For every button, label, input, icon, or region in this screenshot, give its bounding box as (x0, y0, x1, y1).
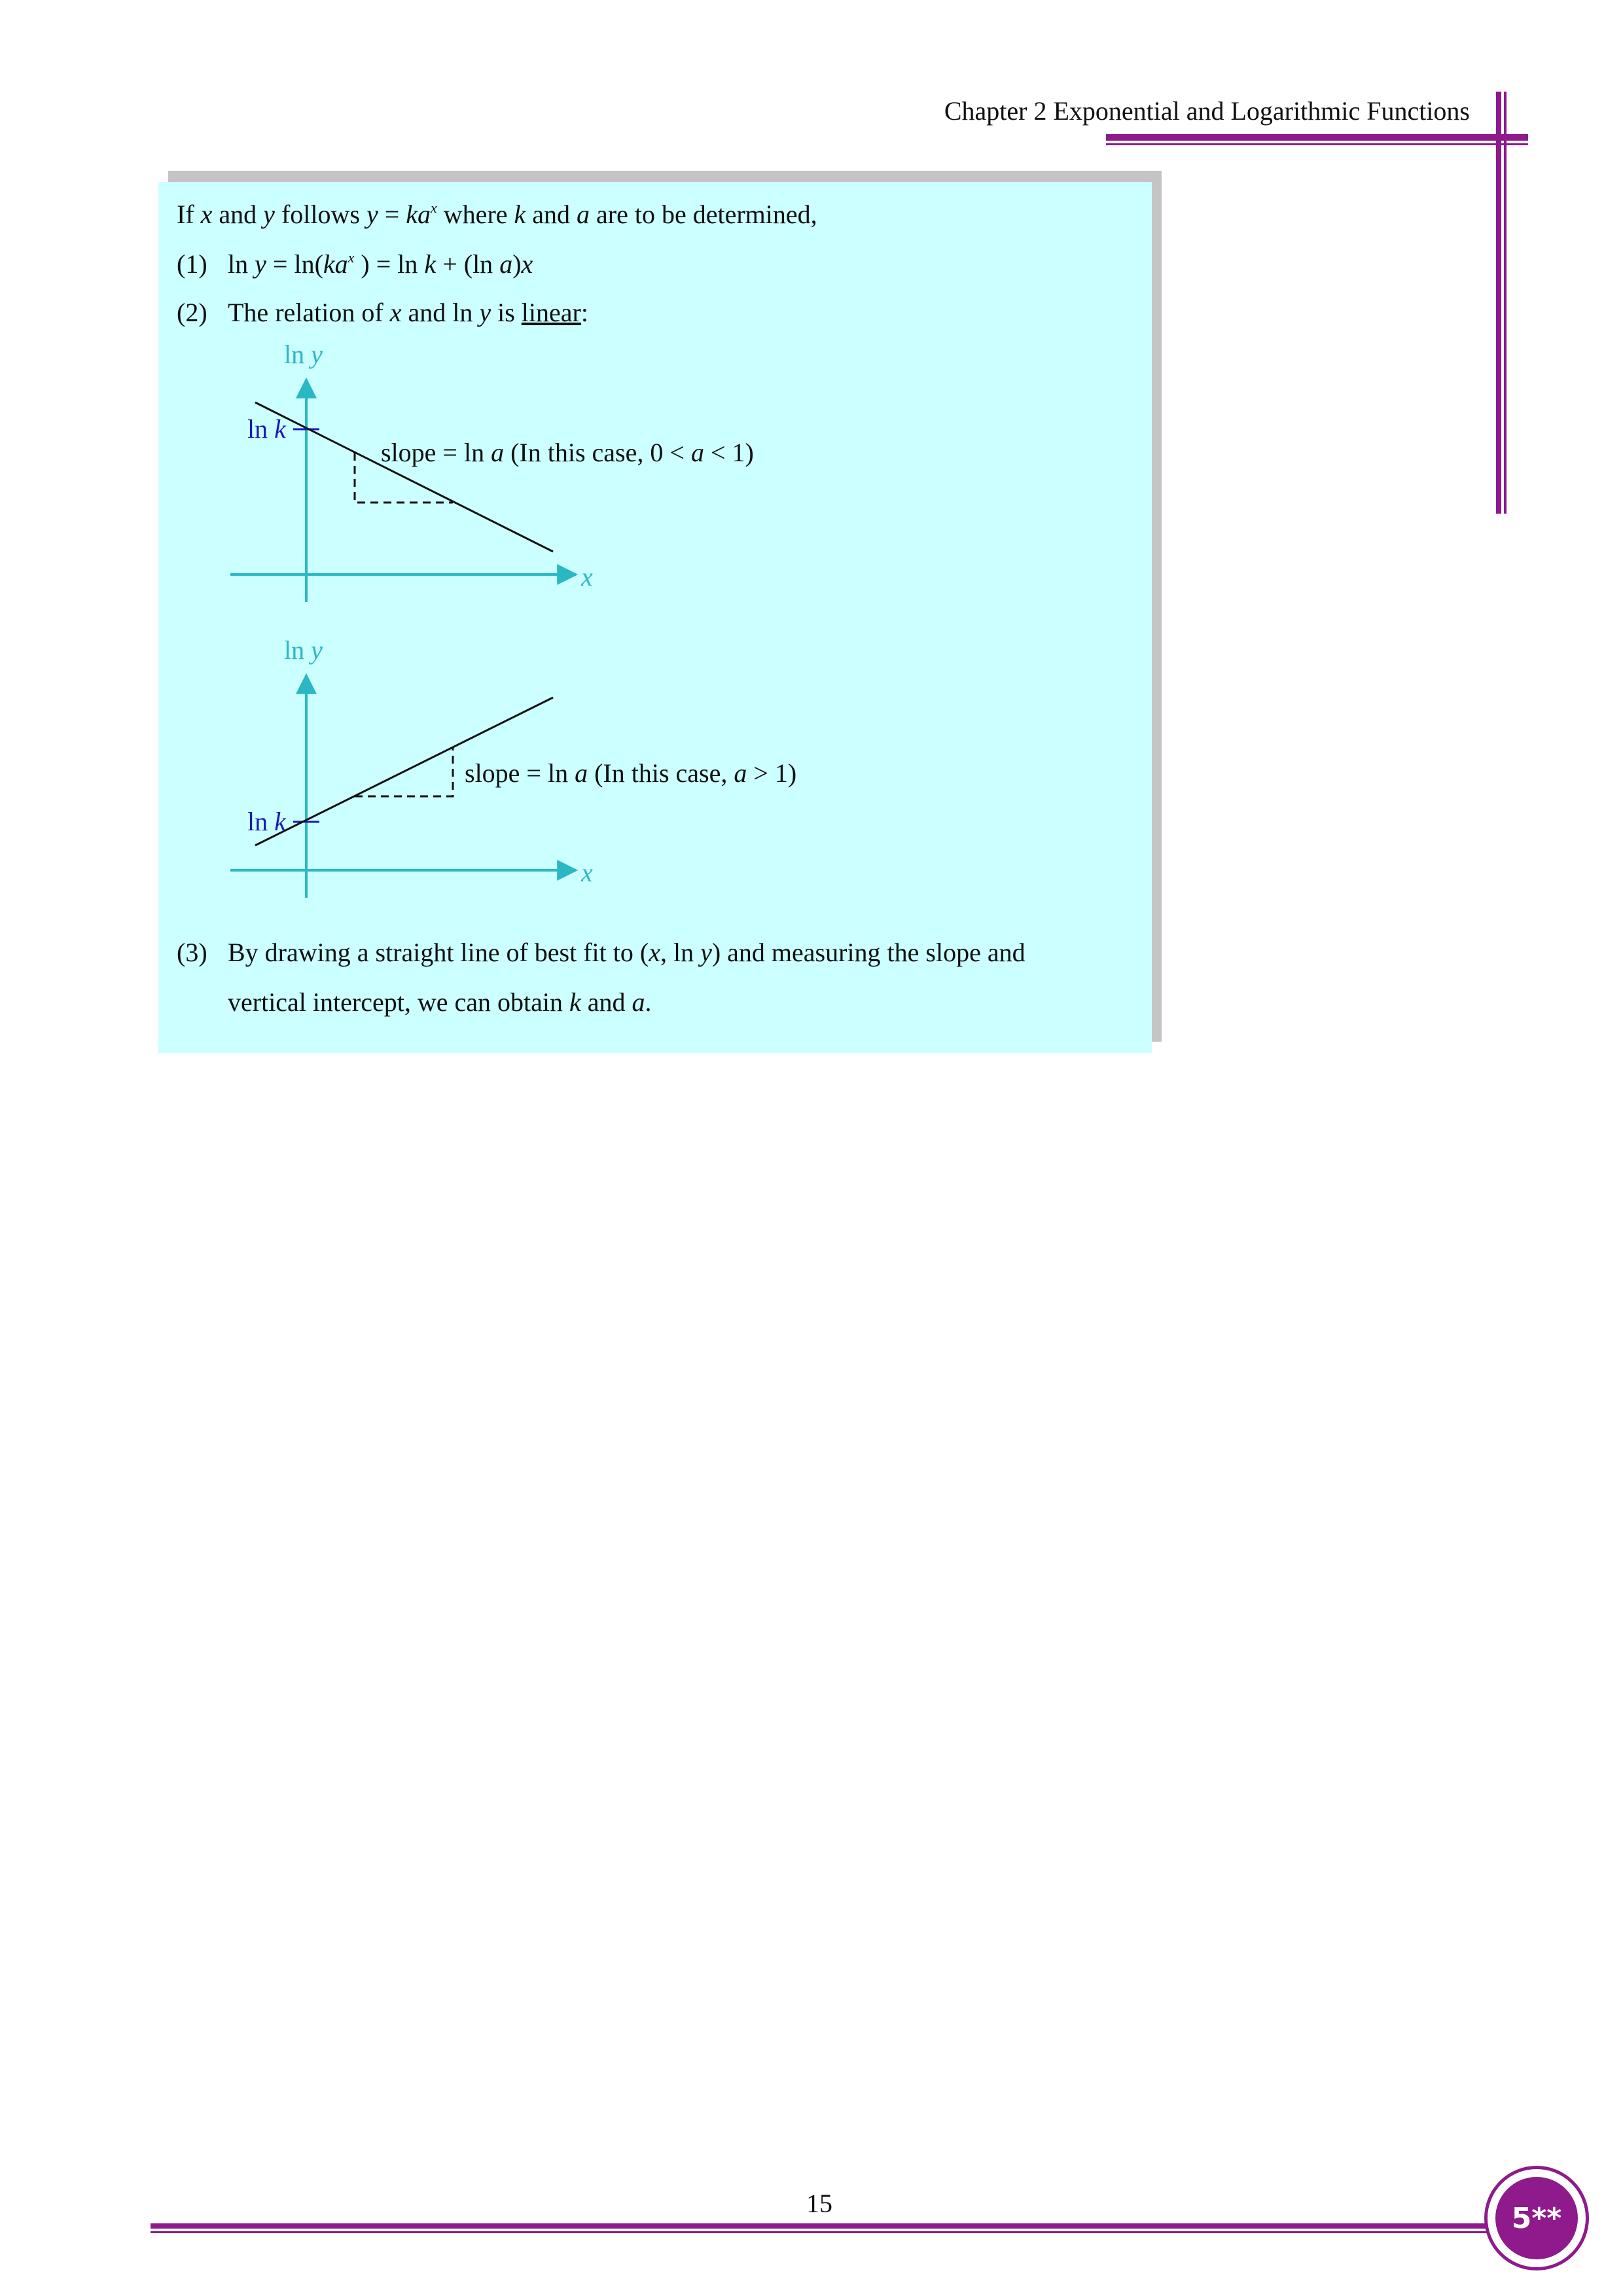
var-k: k (569, 987, 581, 1017)
text: : (580, 298, 588, 327)
var-x: x (581, 858, 593, 887)
var-y: y (263, 200, 275, 229)
text: = ln( (266, 249, 323, 279)
exponent-x: x (431, 200, 437, 216)
item-3 (177, 937, 1026, 968)
text: = (378, 200, 406, 229)
var-a: a (690, 438, 704, 467)
item-number: (1) (177, 249, 207, 279)
text: ln (284, 635, 312, 665)
var-y: y (366, 200, 378, 229)
text: ) (512, 249, 522, 279)
footer-rule (151, 2223, 1489, 2229)
graph1-intercept-label (247, 414, 286, 444)
graph2-x-axis-label (581, 857, 593, 888)
text: follows (274, 200, 366, 229)
text: are to be determined, (590, 200, 817, 229)
text: and (580, 987, 632, 1017)
text: is (491, 298, 522, 327)
text: and (212, 200, 264, 229)
text: vertical intercept, we can obtain (228, 987, 569, 1017)
text: where (437, 200, 514, 229)
var-x: x (521, 249, 533, 279)
text: and ln (401, 298, 480, 327)
var-ka: ka (406, 200, 431, 229)
var-y: y (311, 635, 323, 665)
var-a: a (632, 987, 645, 1017)
text: By drawing a straight line of best fit to ( (228, 938, 649, 967)
text: < 1) (704, 438, 754, 467)
var-a: a (575, 758, 588, 788)
text: ) and measuring the slope and (711, 938, 1026, 967)
item-number: (2) (177, 298, 207, 327)
text: slope = ln (465, 758, 575, 788)
exponent-x: x (348, 249, 355, 266)
var-ka: ka (323, 249, 348, 279)
item-number: (3) (177, 938, 207, 967)
graph2-y-axis-label (284, 635, 323, 665)
var-y: y (700, 938, 712, 967)
text: (In this case, 0 < (504, 438, 691, 467)
graph2-slope-label (465, 758, 796, 788)
text: If (177, 200, 201, 229)
best-fit-line (255, 402, 553, 552)
linear-underlined: linear (521, 298, 581, 327)
var-x: x (649, 938, 660, 967)
text: , ln (660, 938, 701, 967)
var-k: k (514, 200, 526, 229)
graph2-intercept-label (247, 806, 286, 837)
graph-decreasing (230, 380, 576, 602)
item-3-continued (228, 987, 652, 1017)
level-badge-label: 5** (1495, 2177, 1578, 2259)
text: slope = ln (381, 438, 491, 467)
var-a: a (491, 438, 505, 467)
var-y: y (479, 298, 491, 327)
var-x: x (581, 562, 593, 592)
text: ln (228, 249, 255, 279)
var-a: a (499, 249, 513, 279)
text: ln (284, 340, 312, 369)
text: ln (247, 414, 275, 444)
var-x: x (200, 200, 213, 229)
level-badge (1484, 2166, 1589, 2270)
graph1-slope-label (381, 437, 754, 468)
text: . (645, 987, 652, 1017)
var-k: k (424, 249, 437, 279)
chapter-title: Chapter 2 Exponential and Logarithmic Functions (944, 96, 1470, 126)
var-a: a (734, 758, 747, 788)
var-y: y (255, 249, 266, 279)
text: > 1) (747, 758, 797, 788)
page-number: 15 (806, 2189, 832, 2218)
text: (In this case, (588, 758, 734, 788)
var-a: a (577, 200, 590, 229)
graph1-x-axis-label (581, 561, 593, 592)
var-k: k (274, 807, 286, 836)
text: ln (247, 807, 275, 836)
footer-rule-thin (151, 2231, 1489, 2233)
text: ) = ln (354, 249, 425, 279)
var-k: k (274, 414, 286, 444)
graph1-y-axis-label (284, 339, 323, 370)
var-y: y (311, 340, 323, 369)
var-x: x (389, 298, 402, 327)
text: and (526, 200, 577, 229)
text: + (ln (436, 249, 500, 279)
text: The relation of (228, 298, 390, 327)
